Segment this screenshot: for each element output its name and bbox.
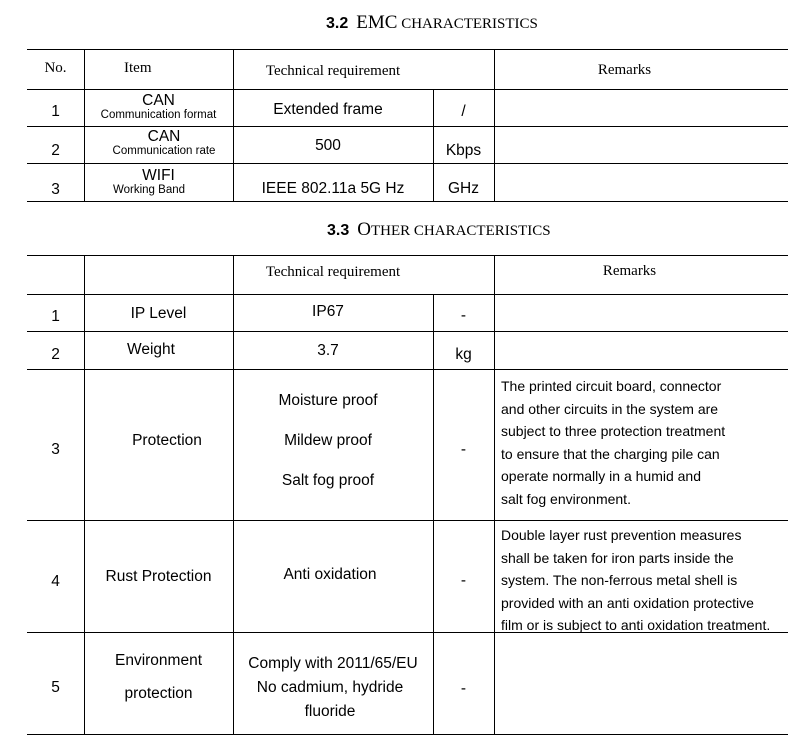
other-row3-requirement-3: Salt fog proof xyxy=(281,472,375,489)
other-section-title xyxy=(327,219,551,241)
emc-title-first: EMC xyxy=(356,12,398,33)
emc-row1-unit: / xyxy=(461,103,466,120)
emc-section-number: 3.2 xyxy=(326,15,349,32)
other-row3-requirement-1: Moisture proof xyxy=(278,392,378,409)
emc-section-title xyxy=(326,12,538,34)
remarks-line: subject to three protection treatment xyxy=(501,423,726,439)
emc-row3-item: WIFI xyxy=(142,167,175,184)
emc-row1-item: CAN xyxy=(142,92,175,109)
remarks-line: shall be taken for iron parts inside the xyxy=(501,549,734,566)
other-row4-remarks xyxy=(501,524,791,637)
remarks-line: salt fog environment. xyxy=(501,490,631,507)
other-row1-item: IP Level xyxy=(130,305,187,322)
other-row5-item-1: Environment xyxy=(114,652,202,669)
emc-row1-requirement: Extended frame xyxy=(273,101,383,118)
emc-row3-unit: GHz xyxy=(448,180,479,197)
remarks-line: Double layer rust prevention measures xyxy=(501,527,742,543)
other-row5-requirement-2: No cadmium, hydride xyxy=(256,679,404,696)
remarks-line: operate normally in a humid and xyxy=(501,468,702,484)
remarks-line: The printed circuit board, connector xyxy=(501,378,722,394)
emc-row2-item: CAN xyxy=(147,128,181,145)
other-row5-item-2: protection xyxy=(124,685,193,702)
emc-row2-requirement: 500 xyxy=(315,137,341,154)
emc-row3-no: 3 xyxy=(51,181,60,198)
emc-row3-sub: Working Band xyxy=(112,184,186,196)
remarks-line: film or is subject to anti oxidation treatment. xyxy=(501,617,771,633)
other-header-remarks: Remarks xyxy=(602,263,657,279)
other-row1-no: 1 xyxy=(51,308,60,325)
emc-row1-sub: Communication format xyxy=(100,109,217,121)
other-row4-requirement: Anti oxidation xyxy=(283,566,377,583)
emc-row1-no: 1 xyxy=(51,103,60,120)
other-row2-requirement: 3.7 xyxy=(317,342,339,359)
emc-header-item: Item xyxy=(124,60,152,76)
emc-header-remarks: Remarks xyxy=(597,62,652,78)
other-row5-no: 5 xyxy=(51,679,60,696)
remarks-line: and other circuits in the system are xyxy=(501,400,719,417)
remarks-line: to ensure that the charging pile can xyxy=(501,445,720,462)
other-row3-remarks xyxy=(501,375,786,510)
other-row4-no: 4 xyxy=(51,573,60,590)
emc-row3-requirement: IEEE 802.11a 5G Hz xyxy=(261,180,405,197)
other-row5-unit: - xyxy=(460,680,467,697)
other-row1-requirement: IP67 xyxy=(312,303,344,320)
other-row2-unit: kg xyxy=(455,346,472,363)
emc-row2-no: 2 xyxy=(51,142,60,159)
other-row1-unit: - xyxy=(460,307,467,324)
other-row3-item: Protection xyxy=(132,432,202,449)
other-row4-unit: - xyxy=(460,572,467,589)
emc-title-rest: CHARACTERISTICS xyxy=(397,16,538,32)
other-row3-requirement-2: Mildew proof xyxy=(284,432,372,449)
other-row2-no: 2 xyxy=(51,346,60,363)
emc-row2-unit: Kbps xyxy=(445,142,482,159)
other-row5-requirement-3: fluoride xyxy=(304,703,356,720)
other-row2-item: Weight xyxy=(127,341,175,358)
other-title-rest: THER CHARACTERISTICS xyxy=(370,223,551,239)
other-header-requirement: Technical requirement xyxy=(265,264,401,280)
other-row5-requirement-1: Comply with 2011/65/EU xyxy=(248,655,418,672)
other-section-number: 3.3 xyxy=(327,222,350,239)
emc-header-requirement: Technical requirement xyxy=(265,63,401,79)
remarks-line: system. The non-ferrous metal shell is xyxy=(501,572,738,588)
other-row3-unit: - xyxy=(460,441,467,458)
remarks-line: provided with an anti oxidation protective xyxy=(501,594,754,611)
emc-row2-sub: Communication rate xyxy=(112,145,216,157)
emc-header-no: No. xyxy=(44,60,67,76)
other-row3-no: 3 xyxy=(51,441,60,458)
other-row4-item: Rust Protection xyxy=(105,568,212,585)
other-title-first: O xyxy=(357,219,371,240)
